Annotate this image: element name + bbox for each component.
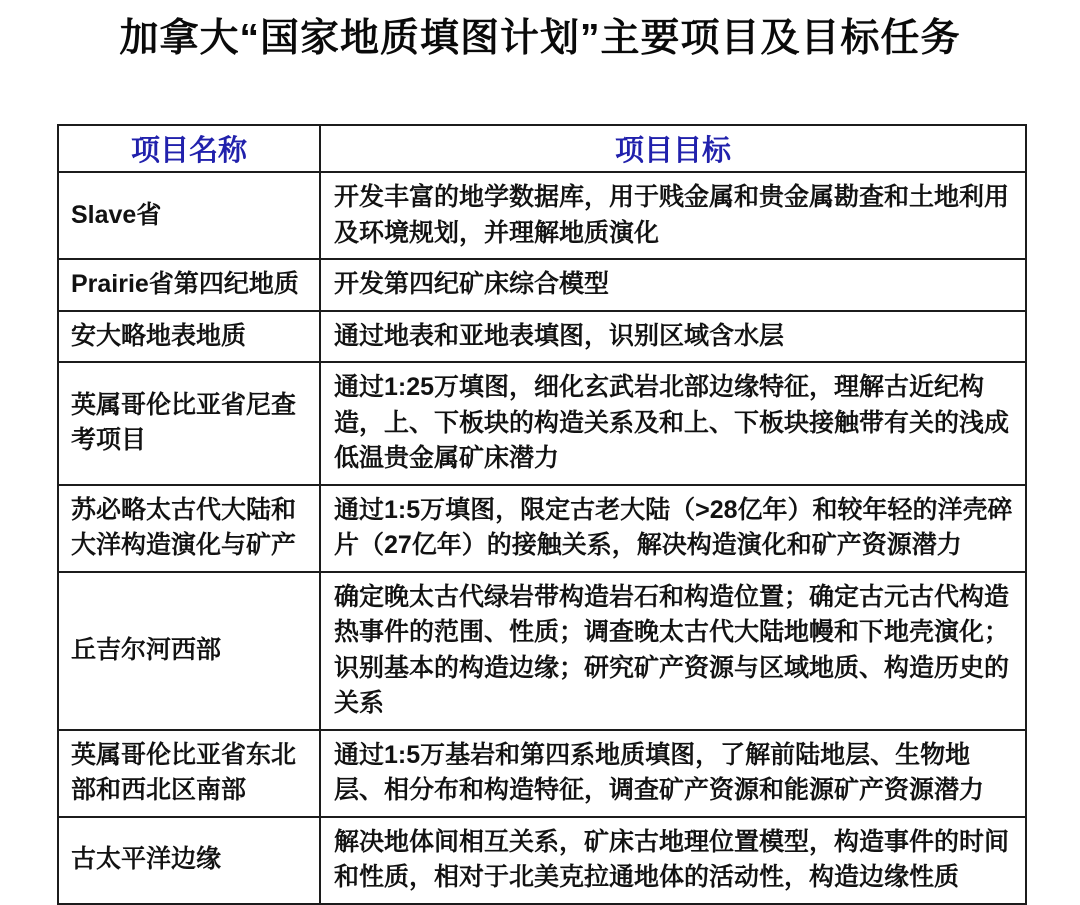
- table-row: [58, 172, 1026, 259]
- table-row: [58, 485, 1026, 572]
- table-header-row: [58, 125, 1026, 172]
- page-title: 加拿大“国家地质填图计划”主要项目及目标任务: [119, 17, 961, 60]
- table-body: [58, 172, 1026, 904]
- column-header-project-name: 项目名称: [58, 125, 320, 172]
- project-goal-cell: 确定晚太古代绿岩带构造岩石和构造位置；确定古元古代构造热事件的范围、性质；调查晚太古代大陆地幔和下地壳演化；识别基本的构造边缘；研究矿产资源与区域地质、构造历史的关系: [320, 572, 1026, 730]
- project-name-cell: Prairie省第四纪地质: [58, 259, 320, 311]
- project-name-cell: Slave省: [58, 172, 320, 259]
- project-goal-cell: 解决地体间相互关系，矿床古地理位置模型，构造事件的时间和性质，相对于北美克拉通地体的活动性，构造边缘性质: [320, 817, 1026, 904]
- project-goal-cell: 通过1:5万基岩和第四系地质填图，了解前陆地层、生物地层、相分布和构造特征，调查矿产资源和能源矿产资源潜力: [320, 730, 1026, 817]
- table-row: [58, 572, 1026, 730]
- table-row: [58, 362, 1026, 485]
- project-name-cell: 古太平洋边缘: [58, 817, 320, 904]
- projects-table-container: [57, 124, 1025, 905]
- table-row: [58, 730, 1026, 817]
- table-row: [58, 259, 1026, 311]
- projects-table: [57, 124, 1027, 905]
- column-header-project-goal: 项目目标: [320, 125, 1026, 172]
- slide: [0, 16, 1080, 891]
- table-row: [58, 817, 1026, 904]
- project-name-cell: 丘吉尔河西部: [58, 572, 320, 730]
- project-goal-cell: 通过地表和亚地表填图，识别区域含水层: [320, 311, 1026, 363]
- project-goal-cell: 通过1:5万填图，限定古老大陆（>28亿年）和较年轻的洋壳碎片（27亿年）的接触关系，解决构造演化和矿产资源潜力: [320, 485, 1026, 572]
- project-goal-cell: 开发丰富的地学数据库，用于贱金属和贵金属勘查和土地利用及环境规划，并理解地质演化: [320, 172, 1026, 259]
- table-row: [58, 311, 1026, 363]
- project-goal-cell: 通过1:25万填图，细化玄武岩北部边缘特征，理解古近纪构造，上、下板块的构造关系及和上、下板块接触带有关的浅成低温贵金属矿床潜力: [320, 362, 1026, 485]
- project-goal-cell: 开发第四纪矿床综合模型: [320, 259, 1026, 311]
- project-name-cell: 英属哥伦比亚省东北部和西北区南部: [58, 730, 320, 817]
- project-name-cell: 安大略地表地质: [58, 311, 320, 363]
- project-name-cell: 英属哥伦比亚省尼查考项目: [58, 362, 320, 485]
- project-name-cell: 苏必略太古代大陆和大洋构造演化与矿产: [58, 485, 320, 572]
